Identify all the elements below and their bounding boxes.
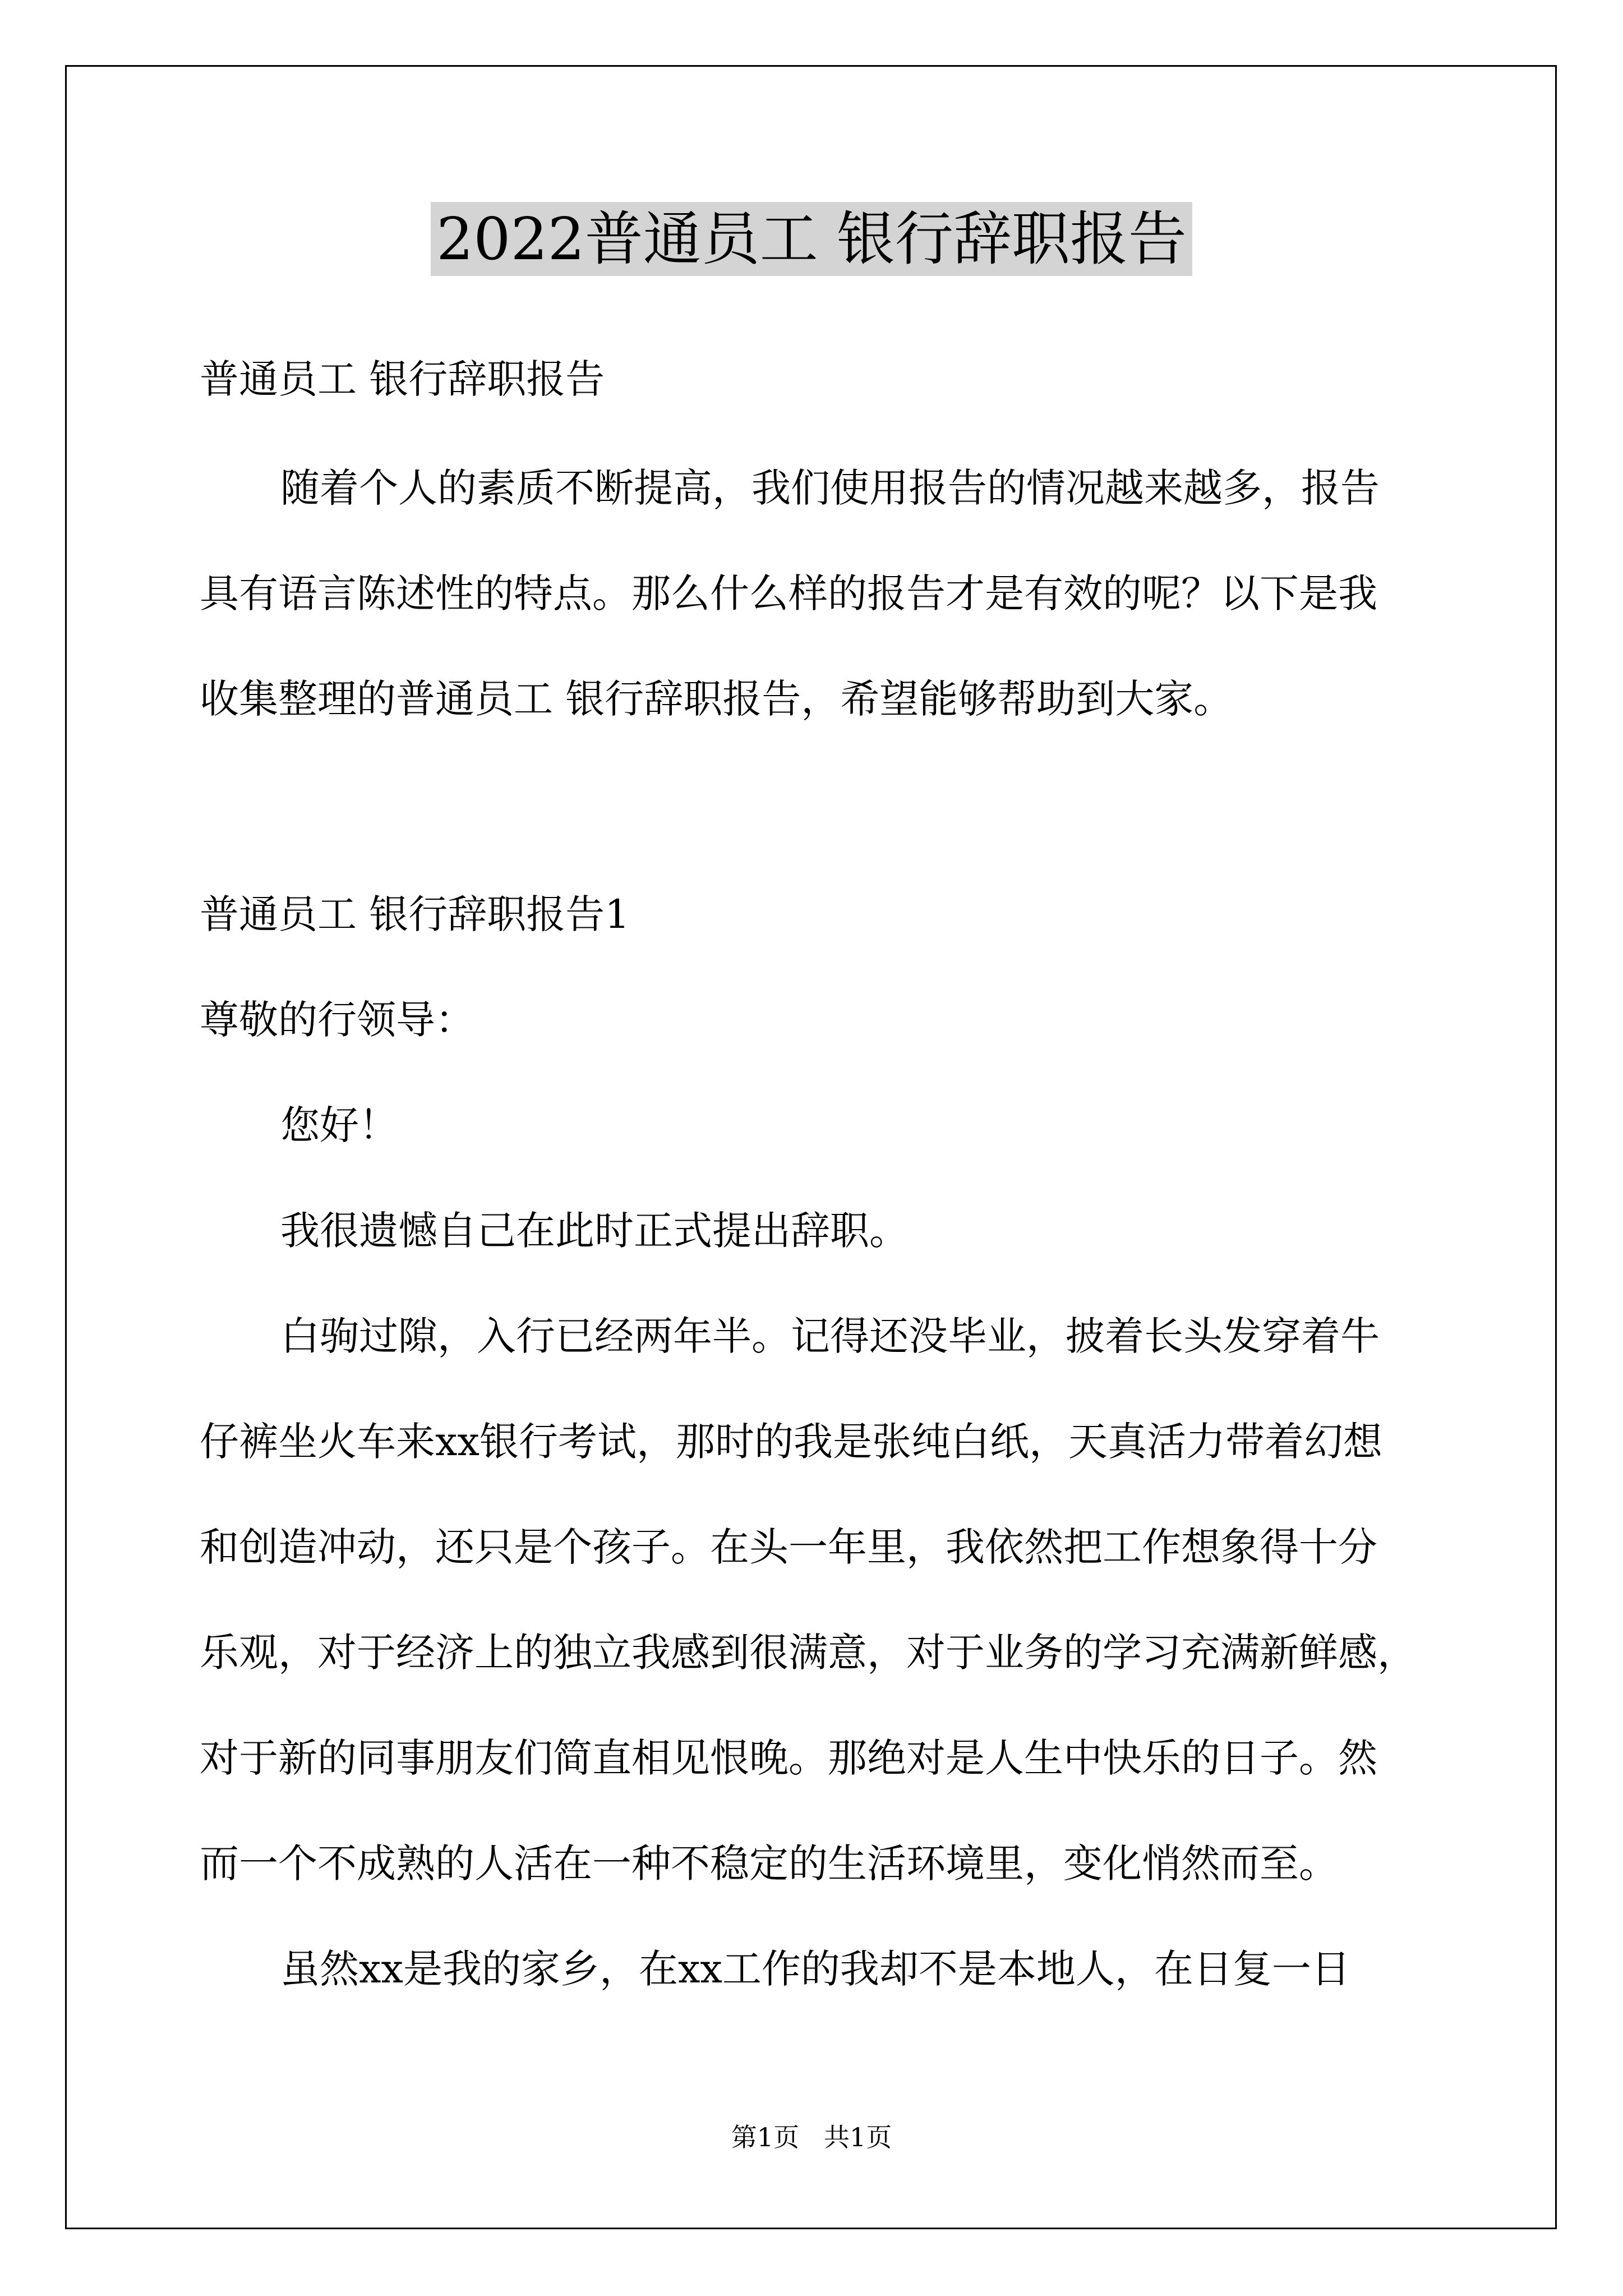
intro-paragraph-line: 具有语言陈述性的特点。那么什么样的报告才是有效的呢？以下是我 [200,570,1377,616]
body-paragraph-line: 仔裤坐火车来xx银行考试，那时的我是张纯白纸，天真活力带着幻想 [200,1419,1382,1465]
body-paragraph-line: 乐观，对于经济上的独立我感到很满意，对于业务的学习充满新鲜感， [200,1630,1417,1676]
body-paragraph-line: 和创造冲动，还只是个孩子。在头一年里，我依然把工作想象得十分 [200,1524,1377,1570]
intro-paragraph-line: 收集整理的普通员工 银行辞职报告，希望能够帮助到大家。 [200,676,1233,722]
salutation: 尊敬的行领导： [200,997,474,1043]
title-container [0,202,1623,276]
greeting: 您好！ [280,1102,398,1148]
intro-paragraph-line: 随着个人的素质不断提高，我们使用报告的情况越来越多，报告 [280,465,1380,511]
document-title: 2022普通员工 银行辞职报告 [431,202,1192,276]
section-heading: 普通员工 银行辞职报告1 [200,891,630,937]
body-paragraph-line: 对于新的同事朋友们简直相见恨晚。那绝对是人生中快乐的日子。然 [200,1735,1377,1781]
page-footer: 第1页 共1页 [731,2122,892,2152]
body-paragraph-line: 虽然xx是我的家乡，在xx工作的我却不是本地人，在日复一日 [280,1946,1350,1992]
body-paragraph-line: 我很遗憾自己在此时正式提出辞职。 [280,1208,909,1254]
subtitle-line: 普通员工 银行辞职报告 [200,356,605,402]
body-paragraph-line: 而一个不成熟的人活在一种不稳定的生活环境里，变化悄然而至。 [200,1841,1338,1887]
body-paragraph-line: 白驹过隙，入行已经两年半。记得还没毕业，披着长头发穿着牛 [280,1313,1380,1359]
